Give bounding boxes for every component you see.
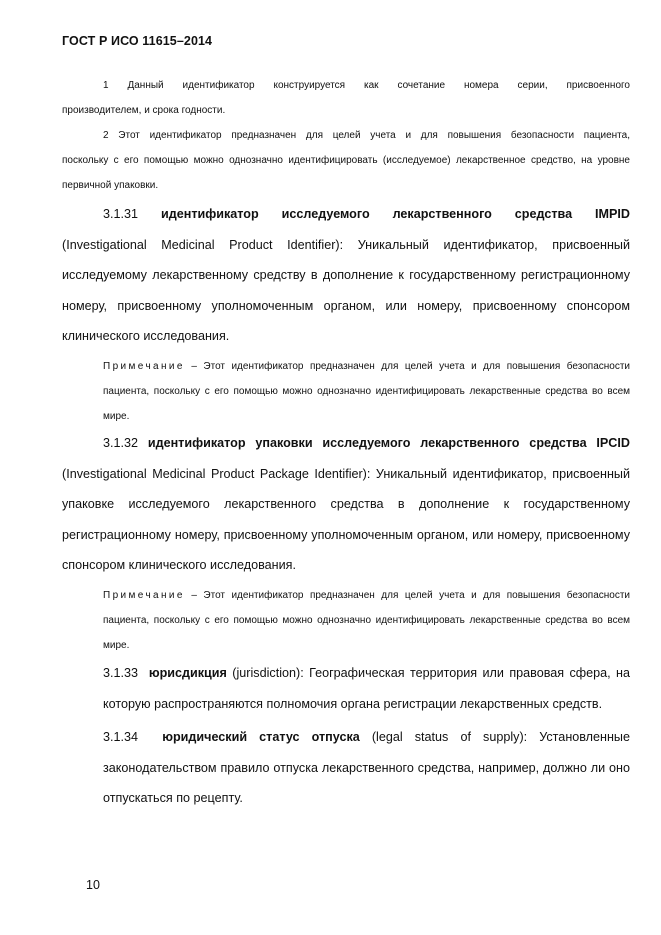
page-number: 10 (86, 878, 100, 892)
note-label: Примечание (103, 590, 185, 601)
entry-number: 3.1.31 (103, 207, 139, 221)
note-1-continuation: производителем, и срока годности. (62, 105, 226, 116)
note-1 (62, 73, 630, 123)
note-2 (62, 123, 630, 198)
entry-3-1-31 (62, 199, 630, 352)
entry-3-1-33 (62, 658, 630, 719)
document-header: ГОСТ Р ИСО 11615–2014 (62, 34, 213, 48)
note-3-1-31 (62, 354, 630, 429)
note-2-continuation: поскольку с его помощью можно однозначно идентифицировать (исследуемое) лекарственное средство, на уровне первичной упаковки. (62, 155, 630, 191)
note-text: – Этот идентификатор предназначен для целей учета и для повышения безопасности пациента, поскольку с его помощью можно однозначно идентифицировать лекарственные средства во всем мире. (103, 590, 631, 651)
entry-term: идентификатор исследуемого лекарственного средства IMPID (160, 207, 630, 221)
entry-definition: (legal status of supply): Установленные законодательством правило отпуска лекарственного средства, например, должно ли оно отпускаться по рецепту. (103, 730, 630, 805)
entry-definition: (Investigational Medicinal Product Identifier): Уникальный идентификатор, присвоенный исследуемому лекарственному средству в дополнение к государственному регистрационному номеру, присвоенному уполномоченным органом, или номеру, присвоенному спонсором клинического исследования. (62, 237, 630, 343)
note-2-first-line: 2 Этот идентификатор предназначен для целей учета и для повышения безопасности пациента, (103, 130, 630, 141)
entry-body (62, 658, 630, 719)
entry-definition: (jurisdiction): Географическая территория или правовая сфера, на которую распространяются полномочия органа регистрации лекарственных средств. (103, 666, 631, 711)
entry-3-1-34 (62, 722, 630, 814)
entry-number: 3.1.33 (103, 666, 139, 680)
note-body (62, 583, 630, 658)
note-3-1-32 (62, 583, 630, 658)
note-1-first-line: 1 Данный идентификатор конструируется как сочетание номера серии, присвоенного (103, 80, 630, 91)
entry-3-1-31-heading (62, 199, 630, 230)
entry-number: 3.1.32 (103, 436, 139, 450)
entry-term: идентификатор упаковки исследуемого лекарственного средства IPCID (147, 436, 630, 450)
note-label: Примечание (103, 361, 185, 372)
note-body (62, 354, 630, 429)
entry-term: юрисдикция (148, 666, 227, 680)
note-text: – Этот идентификатор предназначен для целей учета и для повышения безопасности пациента, поскольку с его помощью можно однозначно идентифицировать лекарственные средства во всем мире. (103, 361, 631, 422)
entry-definition: (Investigational Medicinal Product Package Identifier): Уникальный идентификатор, присвоенный упаковке исследуемого лекарственного средства в дополнение к государственному регистрационному номеру, присвоенному уполномоченным органом, или номеру, присвоенному спонсором клинического исследования. (62, 466, 630, 572)
entry-3-1-32 (62, 428, 630, 581)
entry-term: юридический статус отпуска (162, 730, 360, 744)
entry-number: 3.1.34 (103, 730, 139, 744)
entry-3-1-32-heading (62, 428, 630, 459)
entry-body (62, 722, 630, 814)
